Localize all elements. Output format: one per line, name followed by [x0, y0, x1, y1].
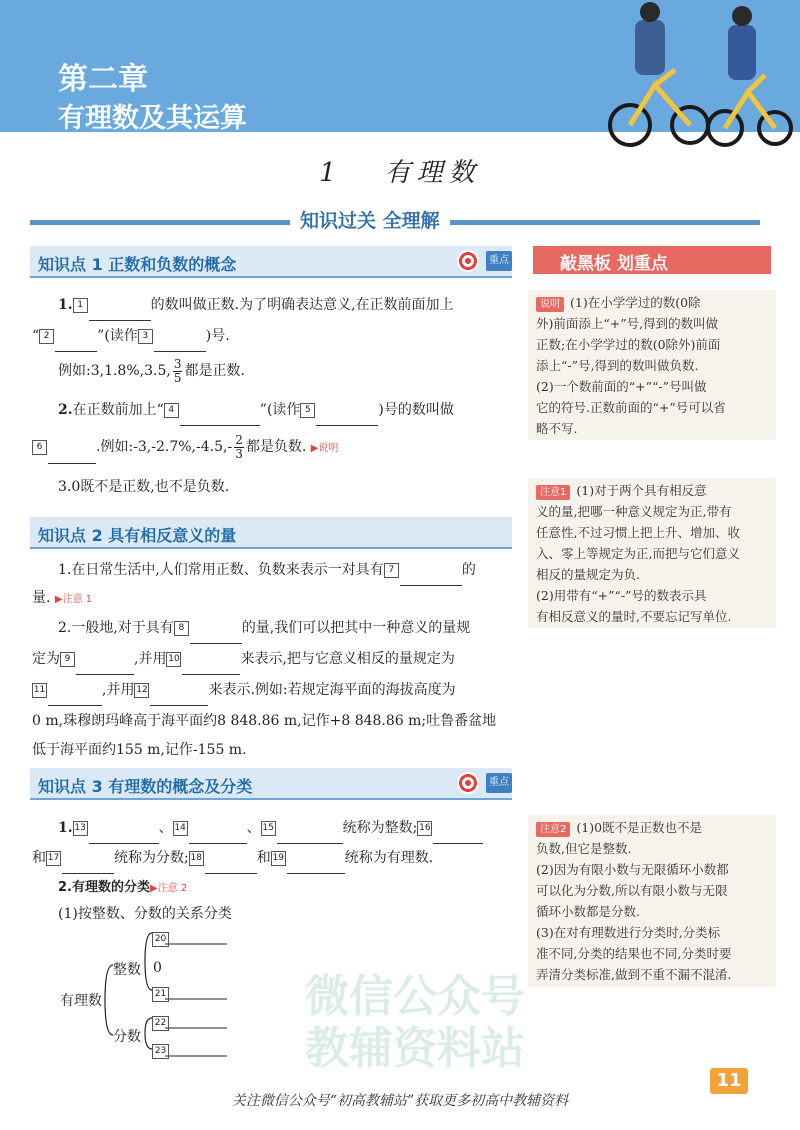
kp3-label: 知识点 3 有理数的概念及分类 — [38, 777, 253, 796]
tree-fraction-label: 分数 — [113, 1029, 141, 1045]
target-icon — [457, 772, 479, 794]
target-icon — [457, 250, 479, 272]
tree-root-label: 有理数 — [60, 993, 102, 1009]
kp1-para1: 1. 1 的数叫做正数.为了明确表达意义,在正数前面加上 — [58, 290, 518, 321]
kp2-para2: 2.一般地,对于具有 8 的量,我们可以把其中一种意义的量规 — [58, 613, 518, 644]
blank-box: 22 — [152, 1016, 169, 1031]
kp3-para1: 1. 13 、 14 、 15 统称为整数; 16 — [58, 813, 518, 844]
blank-box: 23 — [152, 1044, 169, 1059]
kp1-para2-cont: 6 .例如:-3,-2.7%,-4.5,- $\frac{2}{3}$ 都是负数. ▶说明 — [32, 432, 512, 464]
kp3-para1-cont: 和 17 统称为分数; 18 和 19 统称为有理数. — [32, 843, 512, 874]
page-number: 11 — [710, 1068, 748, 1094]
footer-note: 关注微信公众号“初高教辅站”获取更多初高中教辅资料 — [231, 1093, 569, 1109]
section-title: 1 有理数 — [319, 158, 481, 188]
kp2-para1: 1.在日常生活中,人们常用正数、负数来表示一对具有 7 的 — [58, 555, 518, 586]
chapter-number: 第二章 — [58, 62, 148, 97]
kp2-para2-line2: 定为 9 ,并用 10 来表示,把与它意义相反的量规定为 — [32, 644, 512, 675]
kp2-para1-cont: 量. ▶注意 1 — [32, 590, 93, 606]
watermark-line1: 微信公众号 — [305, 971, 525, 1022]
kp3-para3: (1)按整数、分数的关系分类 — [58, 906, 232, 922]
kp1-para3: 3.0既不是正数,也不是负数. — [58, 479, 230, 495]
side-note-zhuyi1: 注意1 (1)对于两个具有相反意 义的量,把哪一种意义规定为正,带有 任意性,不过习惯上把上升、增加、收 入、零上等规定为正,而把与它们意义 相反的量规定为负. (2)用带有“+”“-”号的数表示具 有相反意义的量时,不要忘记写单位. — [528, 478, 776, 628]
cyclists-illustration — [560, 0, 800, 150]
side-note-zhuyi2: 注意2 (1)0既不是正数也不是 负数,但它是整数. (2)因为有限小数与无限循环小数都 可以化为分数,所以有限小数与无限 循环小数都是分数. (3)在对有理数进行分类时,分类标 准不同,分类的结果也不同,分类时要 弄清分类标准,做到不重不漏不混淆. — [528, 815, 776, 987]
kp2-para2-line5: 低于海平面约155 m,记作-155 m. — [32, 742, 247, 758]
side-title: 敲黑板 划重点 — [560, 254, 668, 274]
kp2-para2-line4: 0 m,珠穆朗玛峰高于海平面约8 848.86 m,记作+8 848.86 m;吐鲁番盆地 — [32, 713, 497, 729]
kp1-para1-cont: “ 2 ”(读作 3 )号. — [32, 321, 512, 352]
kp2-label: 知识点 2 具有相反意义的量 — [38, 526, 237, 545]
kp1-label: 知识点 1 正数和负数的概念 — [38, 255, 237, 274]
key-point-badge: 重点 — [486, 251, 512, 271]
kp1-para2: 2.在正数前加上“ 4 ”(读作 5 )号的数叫做 — [58, 395, 518, 426]
knowledge-band-label: 知识过关 全理解 — [290, 206, 450, 233]
key-point-badge: 重点 — [486, 773, 512, 793]
tree-integer-label: 整数 — [113, 962, 141, 978]
kp2-para2-line3: 11 ,并用 12 来表示.例如:若规定海平面的海拔高度为 — [32, 675, 512, 706]
tree-zero-label: 0 — [153, 960, 162, 976]
blank-box: 20 — [152, 932, 169, 947]
chapter-title: 有理数及其运算 — [58, 103, 247, 134]
watermark-line2: 教辅资料站 — [305, 1023, 525, 1074]
kp1-example1: 例如:3,1.8%,3.5, $\frac{3}{5}$ 都是正数. — [58, 356, 245, 385]
side-note-shuoming: 说明 (1)在小学学过的数(0除 外)前面添上“+”号,得到的数叫做 正数;在小学学过的数(0除外)前面 添上“-”号,得到的数叫做负数. (2)一个数前面的“+”“-”号叫做 它的符号.正数前面的“+”号可以省 略不写. — [528, 290, 776, 440]
blank-box: 21 — [152, 987, 169, 1002]
kp3-para2: 2.有理数的分类▶注意 2 — [58, 880, 188, 895]
